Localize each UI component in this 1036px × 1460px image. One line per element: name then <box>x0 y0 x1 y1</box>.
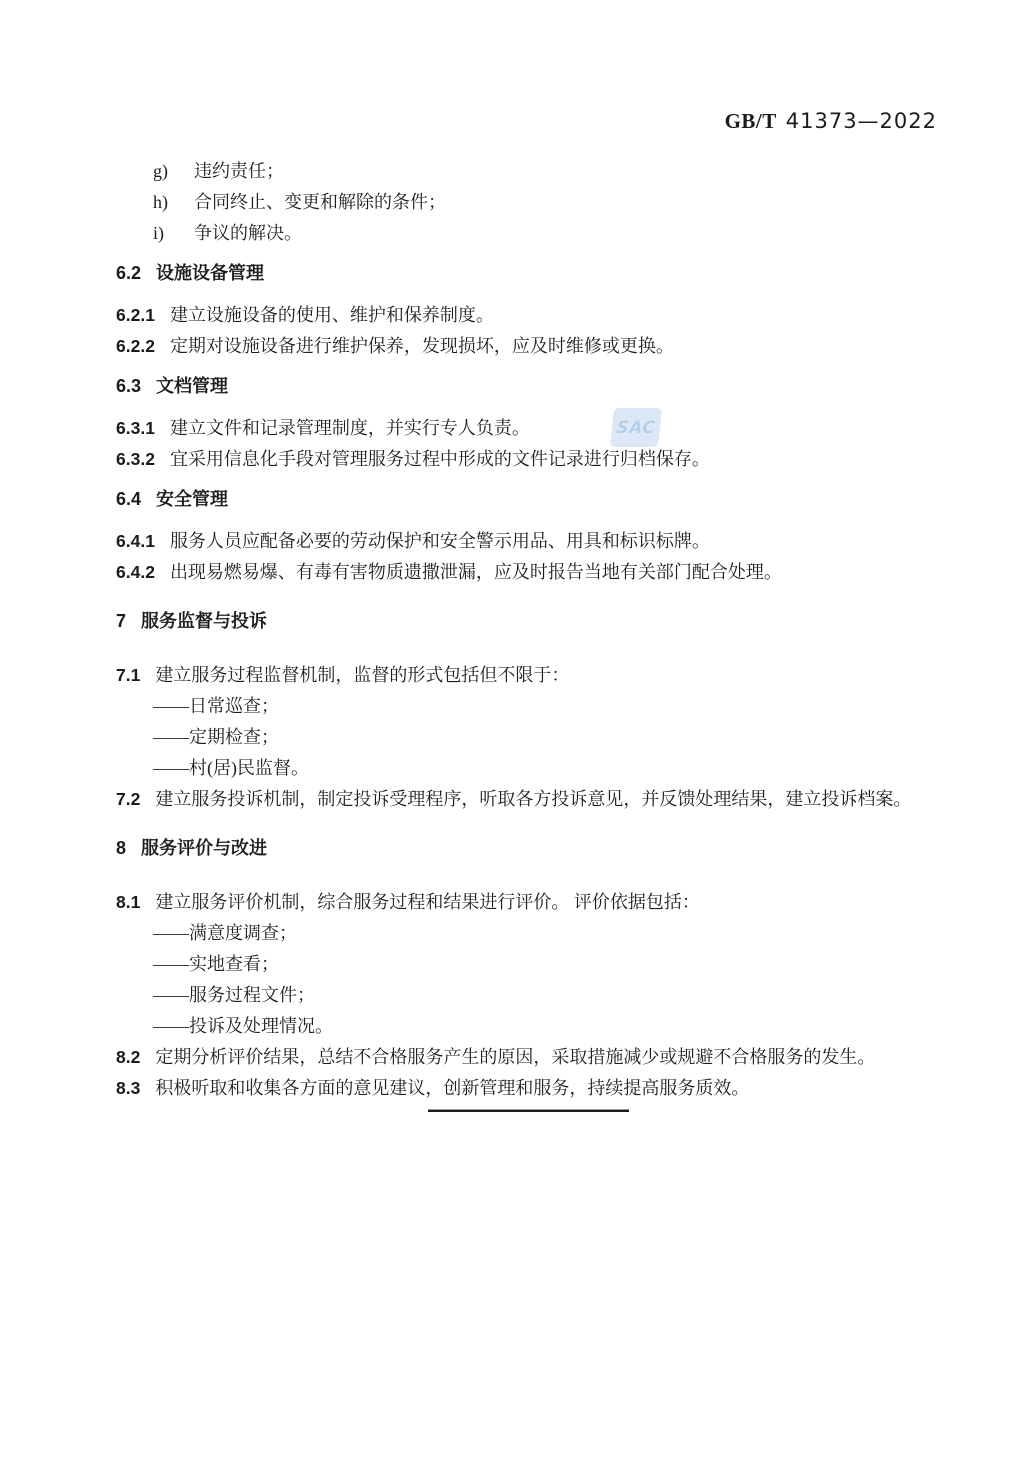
clause-7-2 <box>116 784 956 815</box>
clause-number: 7.2 <box>116 789 141 809</box>
clause-6-3-2 <box>116 444 956 475</box>
chapter-heading-8 <box>116 833 956 864</box>
clause-number: 6.3.2 <box>116 449 155 469</box>
standard-code-prefix: GB/T <box>724 109 777 133</box>
clause-text: 建立设施设备的使用、维护和保养制度。 <box>169 305 494 325</box>
clause-6-4-1 <box>116 526 956 557</box>
dash-item: ——满意度调查； <box>153 923 297 943</box>
clause-8-2 <box>116 1042 956 1073</box>
chapter-heading-7 <box>116 606 956 637</box>
dash-item: ——服务过程文件； <box>153 985 315 1005</box>
clause-text: 宜采用信息化手段对管理服务过程中形成的文件记录进行归档保存。 <box>169 449 710 469</box>
clause-number: 6.2.1 <box>116 305 155 325</box>
section-number: 6.3 <box>116 376 142 396</box>
sac-watermark-text: SAC <box>615 417 657 438</box>
clause-text: 建立服务投诉机制，制定投诉受理程序，听取各方投诉意见，并反馈处理结果，建立投诉档案。 <box>155 789 912 809</box>
clause-text: 积极听取和收集各方面的意见建议，创新管理和服务，持续提高服务质效。 <box>155 1078 750 1098</box>
clause-number: 6.4.2 <box>116 562 155 582</box>
clause-8-1 <box>116 887 956 918</box>
chapter-title: 服务评价与改进 <box>141 838 268 858</box>
dash-item: ——日常巡查； <box>153 696 279 716</box>
chapter-number: 7 <box>116 611 127 631</box>
list-item-label: i) <box>153 223 164 243</box>
list-item-g <box>116 156 956 187</box>
clause-text: 建立文件和记录管理制度，并实行专人负责。 <box>169 418 530 438</box>
clause-number: 6.3.1 <box>116 418 155 438</box>
clause-8-3 <box>116 1073 956 1104</box>
list-item-label: h) <box>153 192 168 212</box>
dash-item: ——定期检查； <box>153 727 279 747</box>
clause-number: 7.1 <box>116 665 141 685</box>
clause-7-1 <box>116 660 956 691</box>
clause-text: 建立服务过程监督机制，监督的形式包括但不限于： <box>155 665 570 685</box>
list-item-text: 合同终止、变更和解除的条件； <box>194 192 446 212</box>
clause-text: 定期分析评价结果，总结不合格服务产生的原因，采取措施减少或规避不合格服务的发生。 <box>155 1047 876 1067</box>
list-item-text: 违约责任； <box>194 161 284 181</box>
standard-code <box>725 108 937 134</box>
chapter-title: 服务监督与投诉 <box>141 611 268 631</box>
section-title: 安全管理 <box>156 489 229 509</box>
clause-number: 6.2.2 <box>116 336 155 356</box>
list-item-i <box>116 218 956 249</box>
clause-text: 出现易燃易爆、有毒有害物质遗撒泄漏，应及时报告当地有关部门配合处理。 <box>169 562 782 582</box>
section-heading-6-2 <box>116 258 956 289</box>
dash-item: ——实地查看； <box>153 954 279 974</box>
clause-text: 服务人员应配备必要的劳动保护和安全警示用品、用具和标识标牌。 <box>169 531 710 551</box>
list-item-text: 争议的解决。 <box>194 223 302 243</box>
section-title: 文档管理 <box>156 376 229 396</box>
list-item-h <box>116 187 956 218</box>
list-item-label: g) <box>153 161 168 181</box>
section-number: 6.4 <box>116 489 142 509</box>
standard-code-number: 41373—2022 <box>785 109 937 133</box>
clause-number: 8.2 <box>116 1047 141 1067</box>
clause-number: 8.1 <box>116 892 141 912</box>
clause-6-2-2 <box>116 331 956 362</box>
dash-item: ——投诉及处理情况。 <box>153 1016 333 1036</box>
clause-text: 定期对设施设备进行维护保养，发现损坏，应及时维修或更换。 <box>169 336 674 356</box>
clause-6-3-1 <box>116 413 956 444</box>
end-of-text-rule <box>428 1110 629 1112</box>
document-body <box>116 156 956 1104</box>
section-heading-6-3 <box>116 371 956 402</box>
section-heading-6-4 <box>116 484 956 515</box>
clause-text: 建立服务评价机制，综合服务过程和结果进行评价。 评价依据包括： <box>155 892 700 912</box>
dash-item: ——村(居)民监督。 <box>153 758 309 778</box>
clause-number: 8.3 <box>116 1078 141 1098</box>
clause-6-2-1 <box>116 300 956 331</box>
clause-number: 6.4.1 <box>116 531 155 551</box>
section-number: 6.2 <box>116 263 142 283</box>
chapter-number: 8 <box>116 838 127 858</box>
clause-6-4-2 <box>116 557 956 588</box>
section-title: 设施设备管理 <box>156 263 265 283</box>
